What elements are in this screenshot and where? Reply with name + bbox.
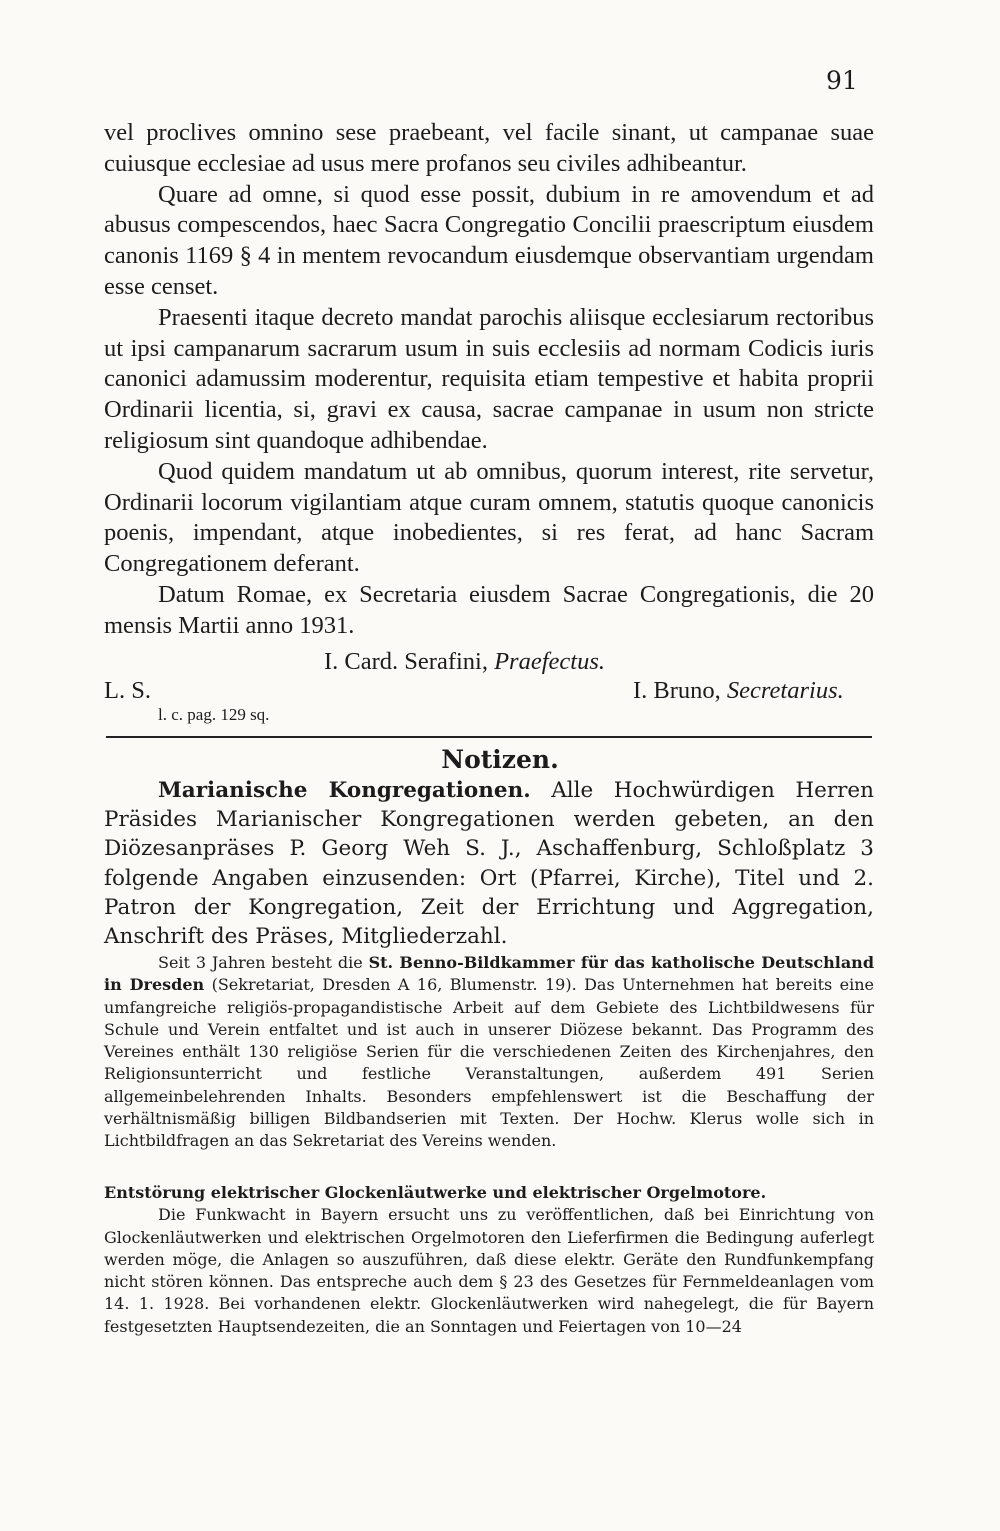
notice-intro: Seit 3 Jahren besteht die	[158, 953, 363, 972]
paragraph: Quod quidem mandatum ut ab omnibus, quorum interest, rite servetur, Ordinarii locorum vigilantiam atque curam omnem, statutis quoque canonicis poenis, impendant, atque inobedientes, si res ferat, ad hanc Sacram Congregationem deferant.	[104, 457, 874, 578]
latin-decree-text	[104, 118, 874, 642]
notices-heading: Notizen.	[441, 745, 559, 774]
notice-title: Marianische Kongregationen.	[158, 778, 531, 803]
page-number: 91	[826, 66, 858, 95]
notice-text: Alle Hochwürdigen Herren Präsides Marianischer Kongregationen werden gebeten, an den Diözesanpräses P. Georg Weh S. J., Aschaffenburg, Schloßplatz 3 folgende Angaben einzusenden: Ort (Pfarrei, Kirche), Titel und 2. Patron der Kongregation, Zeit der Errichtung und Aggregation, Anschrift des Präses, Mitgliederzahl.	[104, 778, 874, 950]
prefect-signature	[324, 648, 605, 676]
secretary-name: I. Bruno,	[633, 677, 721, 704]
secretary-signature	[633, 677, 844, 705]
seal-mark: L. S.	[104, 677, 151, 704]
notice-text: (Sekretariat, Dresden A 16, Blumenstr. 19). Das Unternehmen hat bereits eine umfangreiche religiös-propagandistische Arbeit auf dem Gebiete des Lichtbildwesens für Schule und Verein entfaltet und ist auch in unserer Diözese bekannt. Das Programm des Vereines enthält 130 religiöse Serien für die verschiedenen Zeiten des Kirchenjahres, den Religionsunterricht und festliche Veranstaltungen, außerdem 491 Serien allgemeinbelehrenden Inhalts. Besonders empfehlenswert ist die Beschaffung der verhältnismäßig billigen Bildbandserien mit Texten. Der Hochw. Klerus wolle sich in Lichtbildfragen an das Sekretariat des Vereins wenden.	[104, 975, 875, 1151]
paragraph: Quare ad omne, si quod esse possit, dubium in re amovendum et ad abusus compescendos, haec Sacra Congregatio Concilii praescriptum eiusdem canonis 1169 § 4 in mentem revocandum eiusdemque observantiam urgendam esse censet.	[104, 180, 874, 300]
secretary-title: Secretarius.	[726, 677, 844, 704]
section-divider	[106, 736, 872, 738]
source-reference: l. c. pag. 129 sq.	[158, 705, 270, 724]
paragraph: Praesenti itaque decreto mandat parochis aliisque ecclesiarum rectoribus ut ipsi campanarum sacrarum usum in suis ecclesiis ad normam Codicis iuris canonici adamussim moderentur, requisita etiam tempestive et habita proprii Ordinarii licentia, si, gravi ex causa, sacrae campanae in usum non stricte religiosum sint quandoque adhibendae.	[104, 303, 874, 454]
notice-bell-interference	[104, 1182, 874, 1338]
prefect-title: Praefectus.	[494, 648, 605, 675]
notice-title: Entstörung elektrischer Glockenläutwerke und elektrischer Orgelmotore.	[104, 1183, 767, 1202]
paragraph: vel proclives omnino sese praebeant, vel facile sinant, ut campanae suae cuiusque ecclesiae ad usus mere profanos seu civiles adhibeantur.	[104, 119, 874, 177]
notice-marian-congregations	[104, 776, 874, 951]
prefect-name: I. Card. Serafini,	[324, 648, 488, 675]
notice-benno-bildkammer	[104, 952, 874, 1153]
notice-organization: St. Benno-Bildkammer für das katholische Deutschland in Dresden	[104, 953, 875, 995]
paragraph: Datum Romae, ex Secretaria eiusdem Sacrae Congregationis, die 20 mensis Martii anno 1931.	[104, 580, 874, 639]
notice-text: Die Funkwacht in Bayern ersucht uns zu veröffentlichen, daß bei Einrichtung von Glockenläutwerken und elektrischen Orgelmotoren den Lieferfirmen die Bedingung auferlegt werden möge, die Anlagen so auszuführen, daß diese elektr. Geräte den Rundfunkempfang nicht stören können. Das entspreche auch dem § 23 des Gesetzes für Fernmeldeanlagen vom 14. 1. 1928. Bei vorhandenen elektr. Glockenläutwerken wird nahegelegt, die für Bayern festgesetzten Hauptsendezeiten, die an Sonntagen und Feiertagen von 10—24	[104, 1205, 874, 1336]
